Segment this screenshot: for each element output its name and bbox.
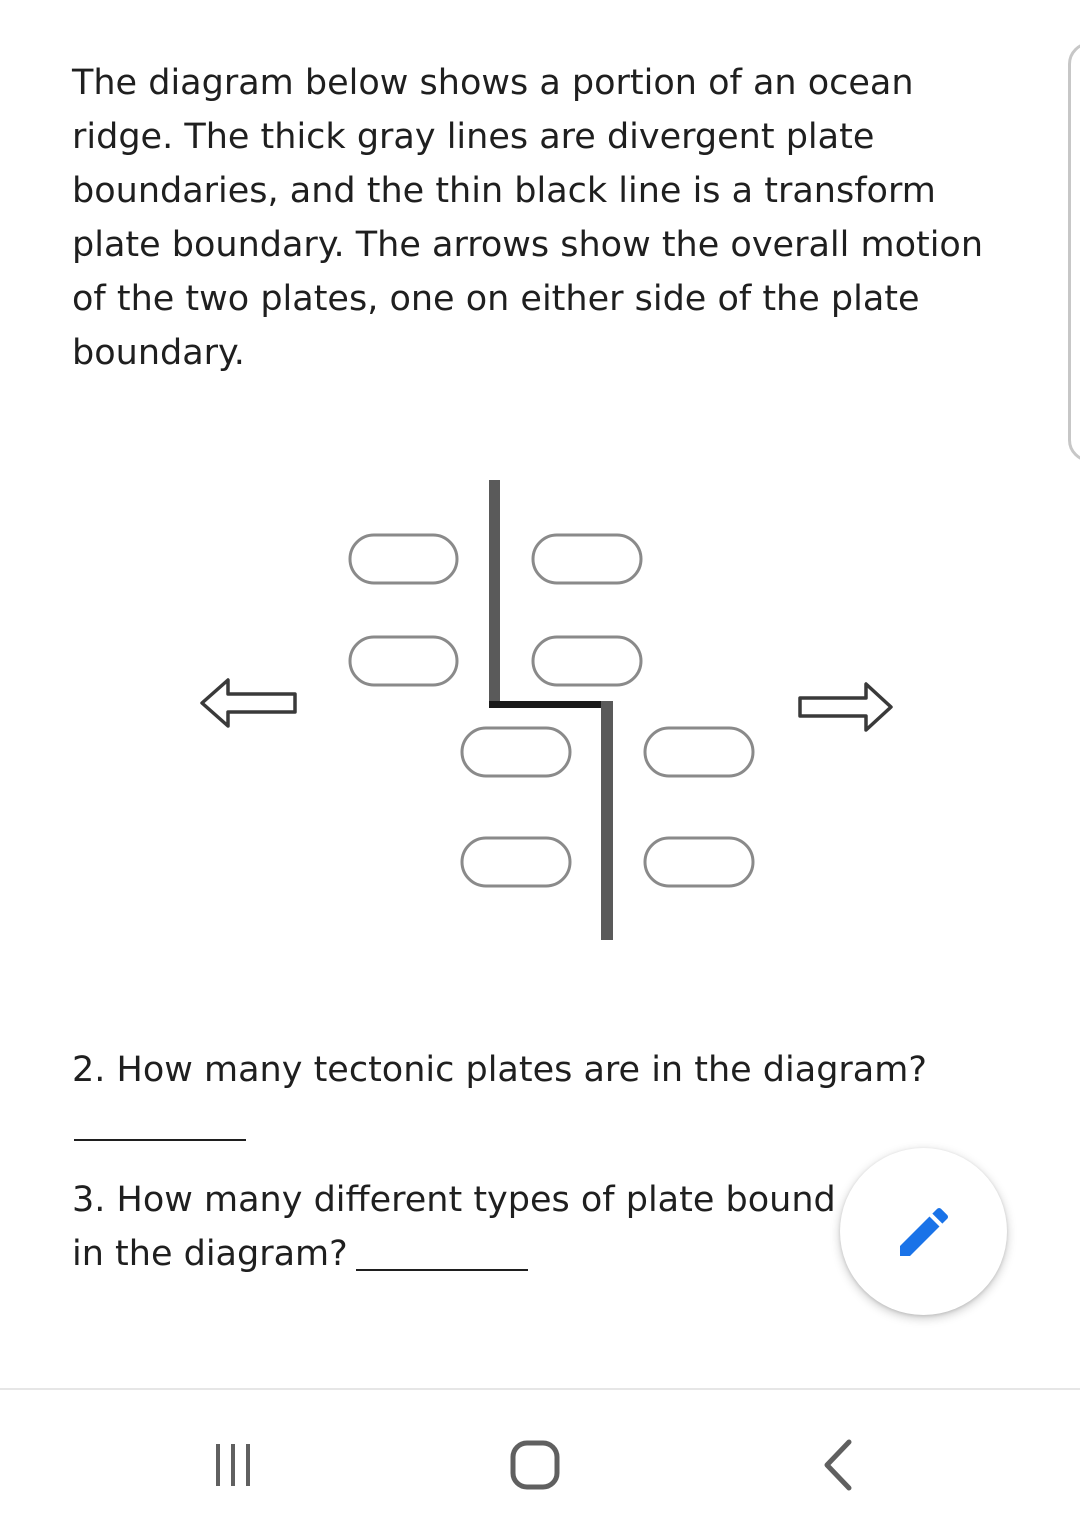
right-motion-arrow (800, 684, 891, 730)
back-icon (813, 1435, 863, 1495)
magnetic-stripe-oval (645, 838, 753, 886)
system-navigation-bar (0, 1388, 1080, 1532)
magnetic-stripe-oval (462, 838, 570, 886)
answer-blank-q2 (74, 1139, 246, 1141)
answer-blank-q3 (356, 1269, 528, 1271)
magnetic-stripe-oval (350, 535, 457, 583)
ocean-ridge-diagram (180, 470, 920, 950)
question-3-text: in the diagram? (72, 1234, 348, 1274)
question-2: 2. How many tectonic plates are in the diagram? (72, 1050, 927, 1090)
recents-button[interactable] (188, 1420, 278, 1510)
edit-fab-button[interactable] (840, 1148, 1007, 1315)
recents-icon (208, 1440, 258, 1490)
paragraph-line: boundary. (72, 333, 245, 373)
magnetic-stripe-oval (350, 637, 457, 685)
paragraph-line: plate boundary. The arrows show the overall motion (72, 225, 984, 265)
home-button[interactable] (490, 1420, 580, 1510)
back-button[interactable] (793, 1420, 883, 1510)
left-motion-arrow (202, 680, 295, 726)
magnetic-stripe-oval (533, 535, 641, 583)
question-3-line-2 (72, 1227, 528, 1281)
divergent-boundary-lower (601, 701, 613, 940)
magnetic-stripe-oval (462, 728, 570, 776)
fast-scroll-handle[interactable] (1068, 42, 1080, 462)
intro-paragraph (72, 56, 1022, 380)
magnetic-stripe-oval (645, 728, 753, 776)
magnetic-stripe-oval (533, 637, 641, 685)
paragraph-line: boundaries, and the thin black line is a transform (72, 171, 936, 211)
divergent-boundary-upper (489, 480, 500, 707)
question-3-line-1: 3. How many different types of plate bound (72, 1180, 836, 1220)
paragraph-line: of the two plates, one on either side of the plate (72, 279, 920, 319)
paragraph-line: The diagram below shows a portion of an ocean (72, 63, 914, 103)
paragraph-line: ridge. The thick gray lines are divergent plate (72, 117, 875, 157)
transform-boundary (489, 701, 607, 708)
pencil-icon (892, 1200, 956, 1264)
home-icon (507, 1437, 563, 1493)
